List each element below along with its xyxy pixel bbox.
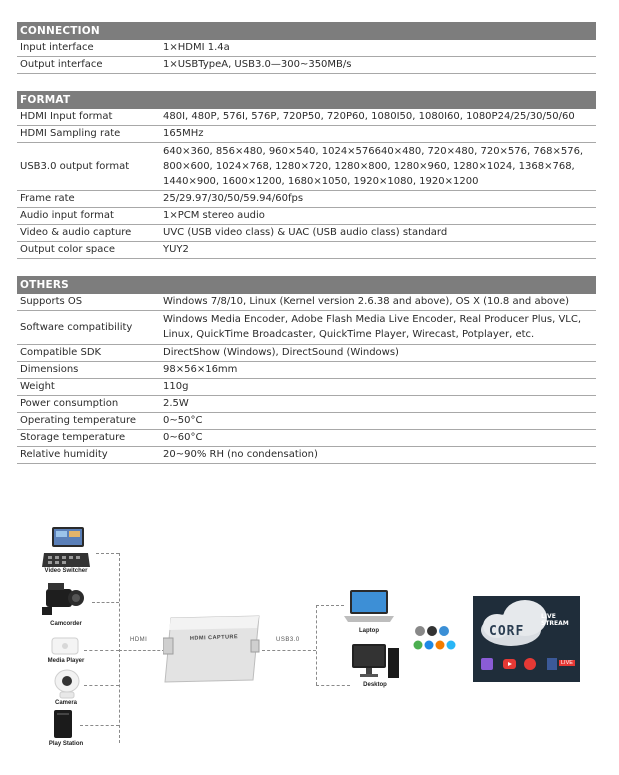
table-row <box>17 413 596 430</box>
row-value: 640×360, 856×480, 960×540, 1024×576640×480, 720×480, 720×576, 768×576, 800×600, 1024×768, 1280×720, 1280×800, 1280×960, 1280×1024, 1368×768, 1440×900, 1600×1200, 1680×1050, 1920×1080, 1920×1200 <box>159 143 596 191</box>
row-label: HDMI Input format <box>17 109 159 126</box>
source-label-camcorder: Camcorder <box>50 621 82 627</box>
source-label-media-player: Media Player <box>47 658 85 664</box>
section-header-connection: CONNECTION <box>17 22 596 40</box>
table-row <box>17 40 596 57</box>
table-row <box>17 225 596 242</box>
live-stream-label: LIVE STREAM <box>541 613 569 627</box>
row-label: Weight <box>17 379 159 396</box>
row-value: 98×56×16mm <box>159 362 596 379</box>
row-label: Dimensions <box>17 362 159 379</box>
row-label: Supports OS <box>17 294 159 311</box>
row-value: 0~50°C <box>159 413 596 430</box>
table-row <box>17 311 596 345</box>
row-value: YUY2 <box>159 242 596 259</box>
row-value: 1×HDMI 1.4a <box>159 40 596 57</box>
hdmi-label: HDMI <box>130 637 148 643</box>
row-value: 480I, 480P, 576I, 576P, 720P50, 720P60, 1080I50, 1080I60, 1080P24/25/30/50/60 <box>159 109 596 126</box>
row-label: Storage temperature <box>17 430 159 447</box>
video-switcher-icon <box>42 527 90 571</box>
source-label-video-switcher: Video Switcher <box>44 568 88 574</box>
table-row <box>17 362 596 379</box>
table-row <box>17 208 596 225</box>
row-label: Relative humidity <box>17 447 159 464</box>
row-value: 165MHz <box>159 126 596 143</box>
row-label: HDMI Sampling rate <box>17 126 159 143</box>
live-stream-panel <box>473 596 580 682</box>
row-label: Input interface <box>17 40 159 57</box>
format-table <box>17 109 596 259</box>
row-label: Output color space <box>17 242 159 259</box>
output-label-desktop: Desktop <box>363 682 387 688</box>
section-header-others: OTHERS <box>17 276 596 294</box>
row-value: Windows 7/8/10, Linux (Kernel version 2.6.38 and above), OS X (10.8 and above) <box>159 294 596 311</box>
source-label-camera: Camera <box>54 700 77 706</box>
spec-sheet <box>17 22 596 464</box>
source-label-play-station: Play Station <box>48 741 84 747</box>
table-row <box>17 396 596 413</box>
source-bus-line <box>119 553 120 743</box>
row-label: Operating temperature <box>17 413 159 430</box>
section-header-format: FORMAT <box>17 91 596 109</box>
camcorder-icon <box>42 581 86 617</box>
row-label: Software compatibility <box>17 311 159 345</box>
row-label: USB3.0 output format <box>17 143 159 191</box>
desktop-icon <box>350 644 400 684</box>
table-row <box>17 242 596 259</box>
camera-icon <box>52 668 82 700</box>
table-row <box>17 109 596 126</box>
row-label: Output interface <box>17 57 159 74</box>
output-label-laptop: Laptop <box>359 628 379 634</box>
hdmi-line <box>119 650 165 651</box>
table-row <box>17 126 596 143</box>
row-value: 110g <box>159 379 596 396</box>
row-value: 0~60°C <box>159 430 596 447</box>
row-label: Audio input format <box>17 208 159 225</box>
usb-label: USB3.0 <box>276 637 300 643</box>
table-row <box>17 191 596 208</box>
table-row <box>17 345 596 362</box>
game-console-icon <box>48 710 78 740</box>
table-row <box>17 447 596 464</box>
row-value: 1×PCM stereo audio <box>159 208 596 225</box>
connection-table <box>17 40 596 74</box>
row-value: 20~90% RH (no condensation) <box>159 447 596 464</box>
row-value: 1×USBTypeA, USB3.0—300~350MB/s <box>159 57 596 74</box>
software-icons <box>412 623 462 655</box>
usb-line <box>262 650 316 651</box>
stream-logo: CORF <box>489 624 525 639</box>
row-value: 2.5W <box>159 396 596 413</box>
table-row <box>17 430 596 447</box>
connection-diagram <box>0 510 619 770</box>
media-player-icon <box>50 636 80 656</box>
row-label: Compatible SDK <box>17 345 159 362</box>
others-table <box>17 294 596 464</box>
social-icons <box>479 654 577 678</box>
row-label: Video & audio capture <box>17 225 159 242</box>
table-row <box>17 57 596 74</box>
row-value: DirectShow (Windows), DirectSound (Windows) <box>159 345 596 362</box>
row-label: Power consumption <box>17 396 159 413</box>
laptop-icon <box>344 590 394 624</box>
row-value: 25/29.97/30/50/59.94/60fps <box>159 191 596 208</box>
table-row <box>17 294 596 311</box>
table-row <box>17 143 596 191</box>
capture-device-icon <box>163 610 263 690</box>
social-live-badge: LIVE <box>561 660 573 666</box>
device-label: HDMI CAPTURE <box>189 634 239 642</box>
row-value: UVC (USB video class) & UAC (USB audio class) standard <box>159 225 596 242</box>
row-value: Windows Media Encoder, Adobe Flash Media Live Encoder, Real Producer Plus, VLC, Linux, QuickTime Broadcaster, QuickTime Player, Wirecast, Potplayer, etc. <box>159 311 596 345</box>
table-row <box>17 379 596 396</box>
row-label: Frame rate <box>17 191 159 208</box>
